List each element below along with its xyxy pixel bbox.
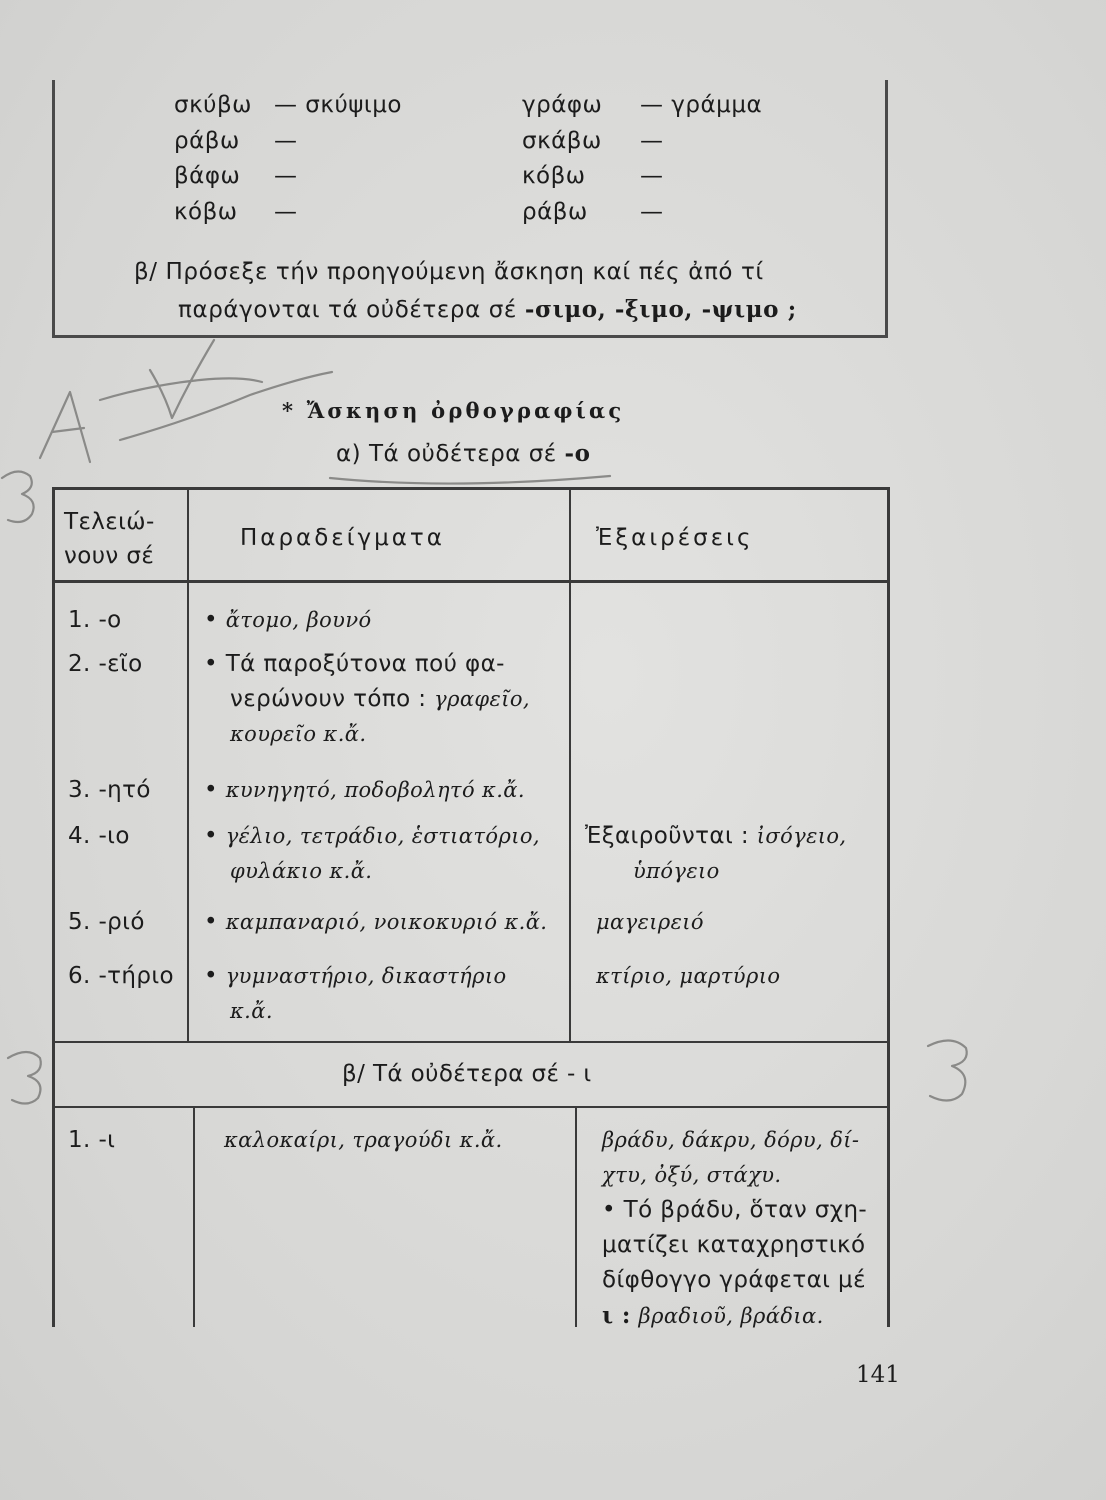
exception-cell: Ἐξαιροῦνται : ἰσόγειο, ὑπόγειο [585,823,847,883]
instruction-line: β/ Πρόσεξε τήν προηγούμενη ἄσκηση καί πές ἀπό τί [134,259,764,285]
handwritten-a-mark [40,392,90,462]
section-heading: * Ἄσκηση ὀρθογραφίας [282,398,625,423]
exception-cell: κτίριο, μαρτύριο [596,964,781,988]
section-b-title: β/ Τά οὐδέτερα σέ - ι [342,1061,592,1087]
word-pair: σκάβω — [522,127,664,154]
example-cell: • καμπαναριό, νοικοκυριό κ.ἄ. [204,909,548,935]
ending-cell: 1. -ο [68,607,122,633]
header-endings: Τελειώ- νουν σέ [64,509,155,569]
example-cell: • ἄτομο, βουνό [204,607,372,633]
handwritten-3-mark [928,1040,967,1100]
header-exceptions: Ἐξαιρέσεις [596,525,754,551]
exception-cell: βράδυ, δάκρυ, δόρυ, δί- χτυ, ὀξύ, στάχυ. • Τό βράδυ, ὅταν σχη- ματίζει καταχρηστικό δίφθογγο γράφεται μέ ι : βραδιοῦ, βράδια. [602,1128,868,1329]
page-number: 141 [856,1362,900,1388]
handwritten-3-mark [8,1052,41,1104]
word-pair: γράφω — γράμμα [522,92,763,118]
example-cell: • κυνηγητό, ποδοβολητό κ.ἄ. [204,777,525,803]
ending-cell: 2. -εῖο [68,651,143,677]
ending-cell: 4. -ιο [68,823,130,849]
header-examples: Παραδείγματα [240,525,445,551]
example-cell: • γυμναστήριο, δικαστήριο κ.ἄ. [204,963,507,1023]
word-pair: κόβω — [522,163,664,189]
example-cell: • γέλιο, τετράδιο, ἑστιατόριο, φυλάκιο κ.ἄ. [204,823,540,883]
ending-cell: 5. -ριό [68,909,145,935]
section-subheading: α) Τά οὐδέτερα σέ -ο [336,440,591,467]
example-cell: • Τά παροξύτονα πού φα- νερώνουν τόπο : γραφεῖο, κουρεῖο κ.ἄ. [204,651,530,746]
ending-cell: 6. -τήριο [68,963,175,989]
ending-cell: 1. -ι [68,1127,116,1153]
word-pair: κόβω — [174,198,298,225]
handwritten-3-mark [2,471,34,522]
word-pair: βάφω — [174,163,298,189]
ending-cell: 3. -ητό [68,777,151,803]
word-pair: ράβω — [522,198,664,225]
word-pair: σκύβω — σκύψιμο [174,92,402,118]
exception-cell: μαγειρειό [596,910,704,934]
instruction-line: παράγονται τά οὐδέτερα σέ -σιμο, -ξιμο, -ψιμο ; [178,296,797,323]
handwritten-underline [330,476,610,484]
example-cell: καλοκαίρι, τραγούδι κ.ἄ. [224,1128,503,1152]
word-pair: ράβω — [174,127,298,154]
